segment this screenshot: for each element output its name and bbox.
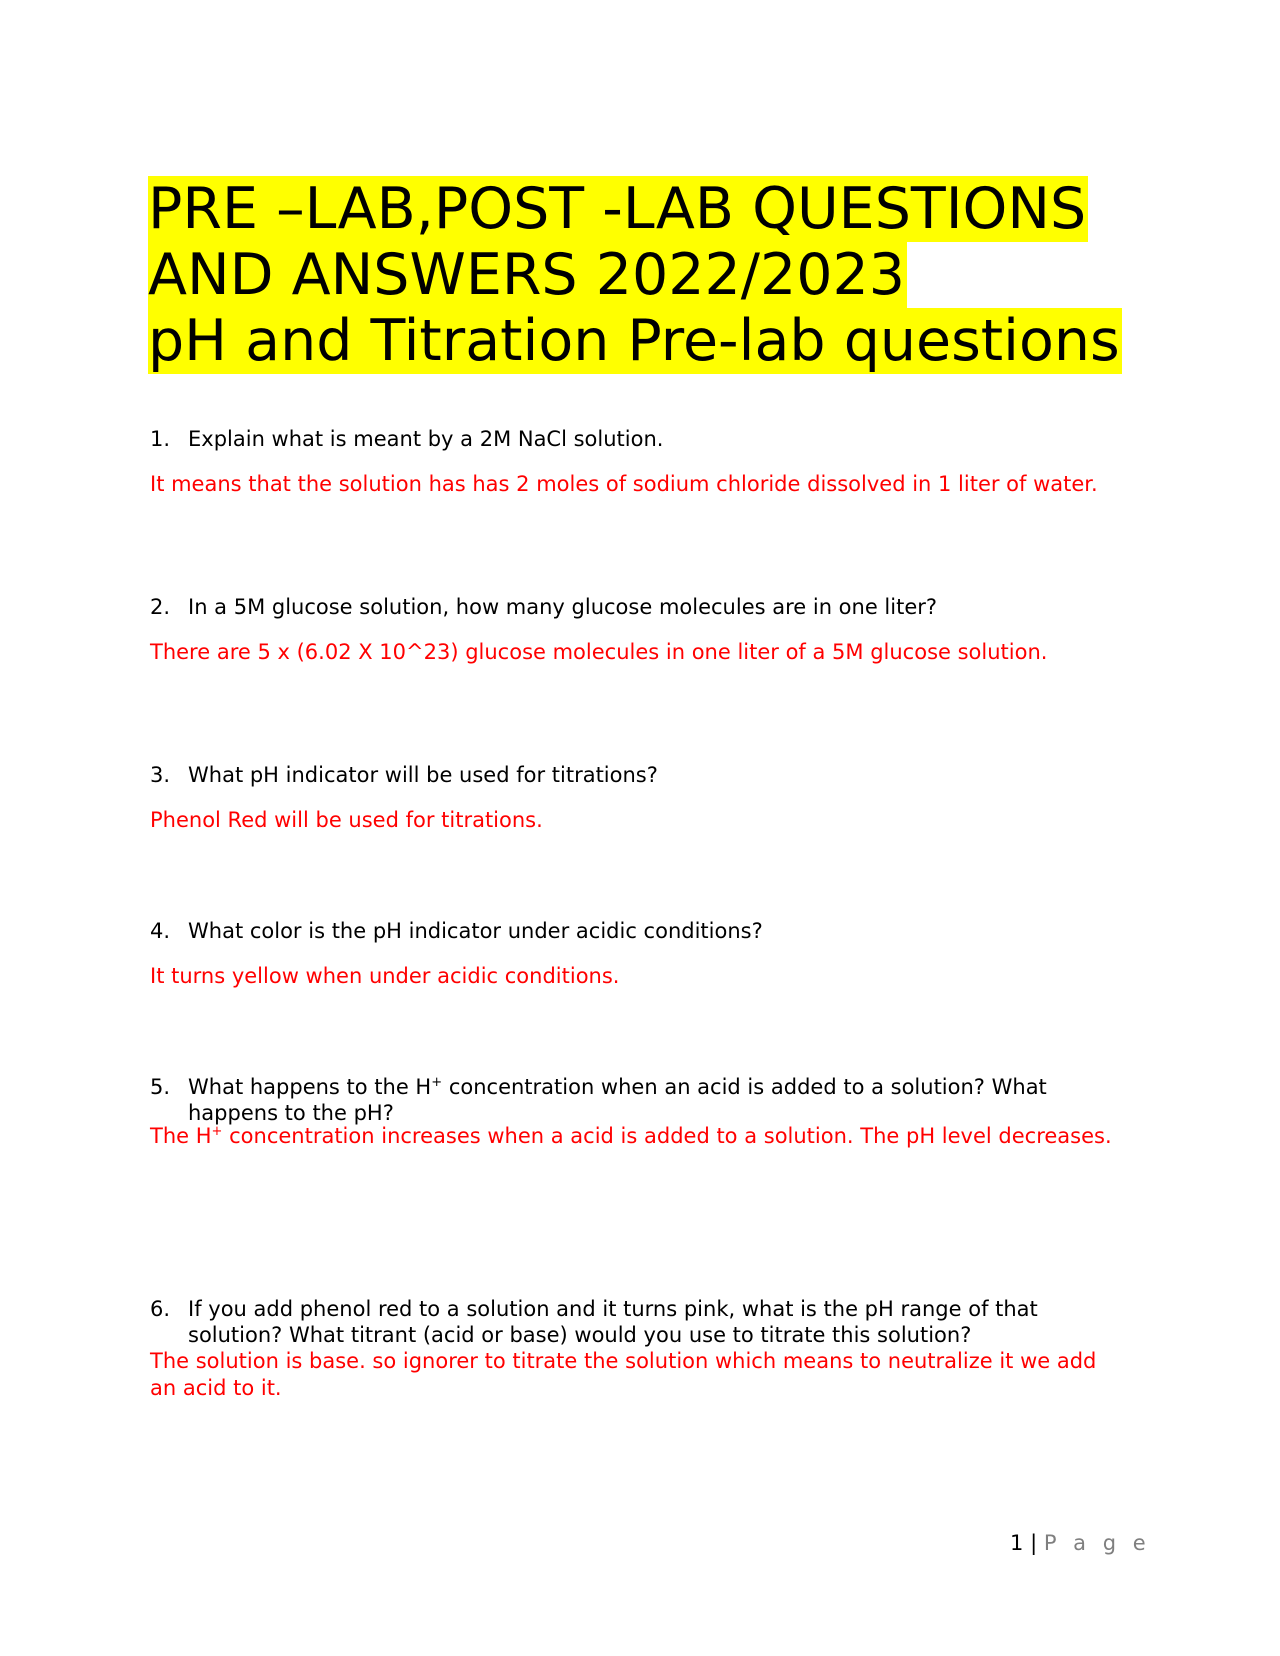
question-number: 5. [150,1075,171,1099]
question-number: 6. [150,1297,171,1321]
question-number: 2. [150,595,171,619]
question-text: In a 5M glucose solution, how many glucose molecules are in one liter? [188,595,938,619]
question-number: 4. [150,919,171,943]
question-text: Explain what is meant by a 2M NaCl solution. [188,427,664,451]
question-6 [150,1296,1130,1348]
answer-4: It turns yellow when under acidic conditions. [150,964,620,988]
answer-2: There are 5 x (6.02 X 10^23) glucose molecules in one liter of a 5M glucose solution. [150,640,1048,664]
question-text: What happens to the H+ concentration when an acid is added to a solution? What happens to the pH? [188,1075,1047,1125]
answer-1: It means that the solution has has 2 moles of sodium chloride dissolved in 1 liter of water. [150,472,1098,496]
question-text: What pH indicator will be used for titrations? [188,763,658,787]
title-line-2: AND ANSWERS 2022/2023 [148,242,906,308]
question-number: 3. [150,763,171,787]
question-2 [150,594,1130,620]
question-1 [150,426,1130,452]
question-number: 1. [150,427,171,451]
title-line-1: PRE –LAB,POST -LAB QUESTIONS [148,176,1087,242]
answer-3: Phenol Red will be used for titrations. [150,808,543,832]
answer-5: The H+ concentration increases when a acid is added to a solution. The pH level decreases. [150,1124,1112,1148]
title-line-3: pH and Titration Pre-lab questions [148,308,1120,374]
page-footer [1010,1530,1151,1556]
answer-6: The solution is base. so ignorer to titrate the solution which means to neutralize it we add an acid to it. [150,1349,1097,1400]
page-number: 1 [1010,1531,1024,1555]
page-label: P a g e [1043,1531,1151,1555]
question-3 [150,762,1130,788]
question-4 [150,918,1130,944]
document-title [148,176,1148,374]
footer-separator: | [1030,1531,1038,1555]
question-text: What color is the pH indicator under acidic conditions? [188,919,763,943]
question-text: If you add phenol red to a solution and it turns pink, what is the pH range of that solution? What titrant (acid or base) would you use to titrate this solution? [188,1297,1038,1347]
